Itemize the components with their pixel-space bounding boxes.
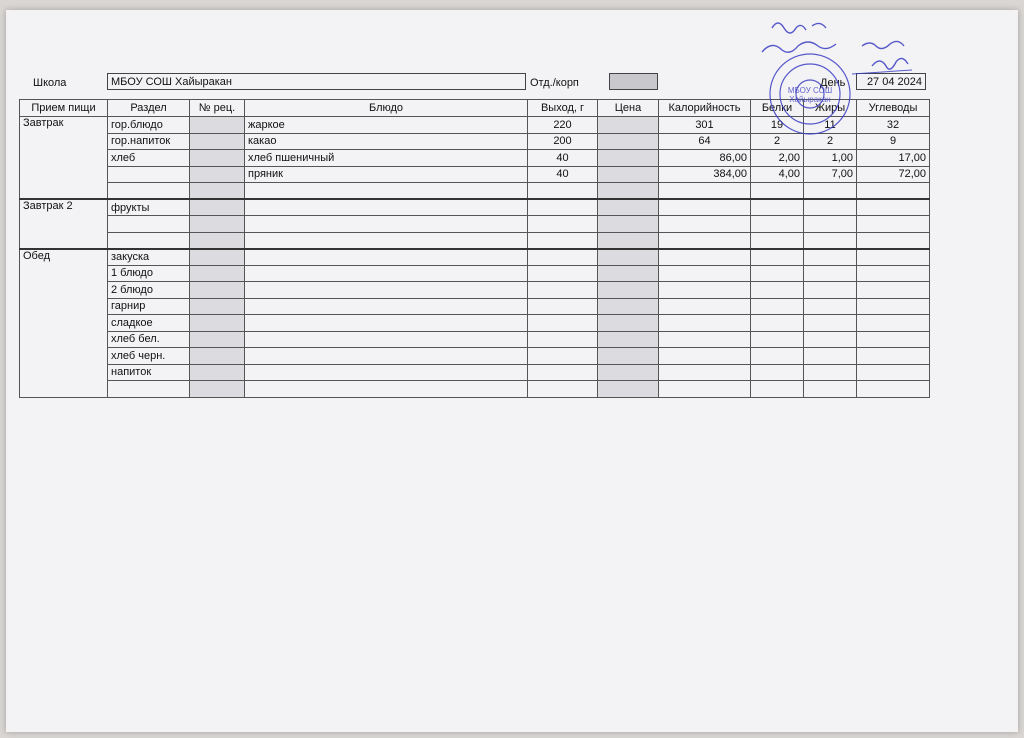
col-yield: Выход, г bbox=[528, 100, 598, 117]
fat-cell: 2 bbox=[804, 133, 857, 150]
table-row bbox=[20, 331, 930, 348]
table-row bbox=[20, 315, 930, 332]
section-cell: 1 блюдо bbox=[108, 265, 190, 282]
table-row bbox=[20, 232, 930, 249]
col-section: Раздел bbox=[108, 100, 190, 117]
fat-cell: 11 bbox=[804, 117, 857, 134]
dish-cell: хлеб пшеничный bbox=[245, 150, 528, 167]
section-cell: хлеб черн. bbox=[108, 348, 190, 365]
header-row bbox=[20, 100, 930, 117]
price-cell bbox=[598, 150, 659, 167]
school-value: МБОУ СОШ Хайыракан bbox=[111, 76, 232, 88]
carbs-cell: 17,00 bbox=[857, 150, 930, 167]
table-row bbox=[20, 282, 930, 299]
table-row bbox=[20, 117, 930, 134]
table-row bbox=[20, 381, 930, 398]
recipe-cell bbox=[190, 117, 245, 134]
price-cell bbox=[598, 133, 659, 150]
meal-lunch: Обед bbox=[20, 249, 108, 398]
kcal-cell: 301 bbox=[659, 117, 751, 134]
col-meal: Прием пищи bbox=[20, 100, 108, 117]
kcal-cell: 64 bbox=[659, 133, 751, 150]
col-dish: Блюдо bbox=[245, 100, 528, 117]
yield-cell: 220 bbox=[528, 117, 598, 134]
dept-label: Отд./корп bbox=[530, 77, 579, 89]
col-protein: Белки bbox=[751, 100, 804, 117]
recipe-cell bbox=[190, 166, 245, 183]
carbs-cell: 9 bbox=[857, 133, 930, 150]
yield-cell: 200 bbox=[528, 133, 598, 150]
section-cell: хлеб bbox=[108, 150, 190, 167]
meal-breakfast: Завтрак bbox=[20, 117, 108, 200]
table-row bbox=[20, 150, 930, 167]
section-cell: напиток bbox=[108, 364, 190, 381]
day-value: 27 04 2024 bbox=[866, 76, 922, 88]
fat-cell: 7,00 bbox=[804, 166, 857, 183]
table-row bbox=[20, 298, 930, 315]
svg-text:МБОУ СОШ: МБОУ СОШ bbox=[787, 86, 833, 95]
recipe-cell bbox=[190, 133, 245, 150]
dish-cell: пряник bbox=[245, 166, 528, 183]
svg-text:Хайыракан: Хайыракан bbox=[789, 95, 831, 104]
table-row bbox=[20, 166, 930, 183]
section-cell: закуска bbox=[108, 249, 190, 266]
protein-cell: 2,00 bbox=[751, 150, 804, 167]
dish-cell: жаркое bbox=[245, 117, 528, 134]
section-cell: гор.напиток bbox=[108, 133, 190, 150]
protein-cell: 2 bbox=[751, 133, 804, 150]
menu-table bbox=[19, 99, 930, 398]
col-recipe: № рец. bbox=[190, 100, 245, 117]
kcal-cell: 384,00 bbox=[659, 166, 751, 183]
protein-cell: 4,00 bbox=[751, 166, 804, 183]
carbs-cell: 72,00 bbox=[857, 166, 930, 183]
col-price: Цена bbox=[598, 100, 659, 117]
table-row bbox=[20, 249, 930, 266]
yield-cell: 40 bbox=[528, 166, 598, 183]
section-cell: 2 блюдо bbox=[108, 282, 190, 299]
yield-cell: 40 bbox=[528, 150, 598, 167]
day-label: День bbox=[820, 77, 846, 89]
col-kcal: Калорийность bbox=[659, 100, 751, 117]
price-cell bbox=[598, 117, 659, 134]
col-carbs: Углеводы bbox=[857, 100, 930, 117]
protein-cell: 19 bbox=[751, 117, 804, 134]
col-fat: Жиры bbox=[804, 100, 857, 117]
table-row bbox=[20, 133, 930, 150]
recipe-cell bbox=[190, 150, 245, 167]
section-cell bbox=[108, 166, 190, 183]
school-field[interactable] bbox=[107, 73, 526, 90]
table-row bbox=[20, 216, 930, 233]
dept-field[interactable] bbox=[609, 73, 658, 90]
section-cell: фрукты bbox=[108, 199, 190, 216]
section-cell: сладкое bbox=[108, 315, 190, 332]
fat-cell: 1,00 bbox=[804, 150, 857, 167]
table-row bbox=[20, 348, 930, 365]
kcal-cell: 86,00 bbox=[659, 150, 751, 167]
day-field[interactable] bbox=[856, 73, 926, 90]
meal-breakfast-2: Завтрак 2 bbox=[20, 199, 108, 249]
table-row bbox=[20, 265, 930, 282]
price-cell bbox=[598, 166, 659, 183]
section-cell: гор.блюдо bbox=[108, 117, 190, 134]
table-row bbox=[20, 199, 930, 216]
table-row bbox=[20, 364, 930, 381]
school-label: Школа bbox=[33, 77, 67, 89]
table-row bbox=[20, 183, 930, 200]
carbs-cell: 32 bbox=[857, 117, 930, 134]
section-cell: хлеб бел. bbox=[108, 331, 190, 348]
dish-cell: какао bbox=[245, 133, 528, 150]
section-cell: гарнир bbox=[108, 298, 190, 315]
